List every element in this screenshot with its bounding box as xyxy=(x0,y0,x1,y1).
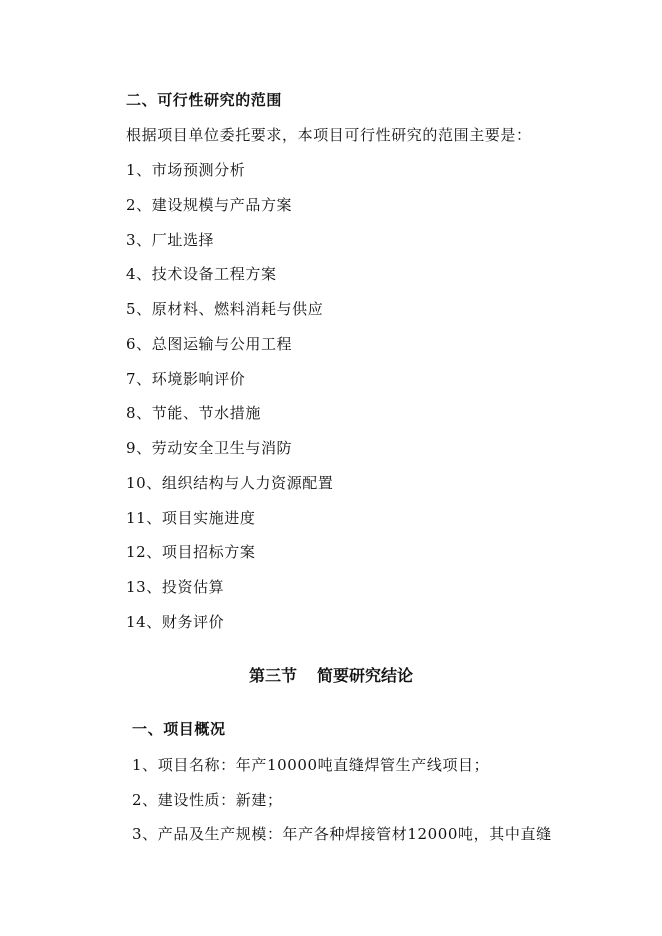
scope-intro-paragraph: 根据项目单位委托要求，本项目可行性研究的范围主要是： xyxy=(126,126,532,144)
list-item: 3、产品及生产规模：年产各种焊接管材12000吨，其中直缝 xyxy=(132,825,552,843)
list-item: 2、建设规模与产品方案 xyxy=(126,196,293,214)
list-item: 1、项目名称：年产10000吨直缝焊管生产线项目； xyxy=(132,756,490,774)
list-item: 7、环境影响评价 xyxy=(126,370,246,388)
section-title xyxy=(0,665,662,687)
list-item: 3、厂址选择 xyxy=(126,231,215,249)
section-heading-scope: 二、可行性研究的范围 xyxy=(126,91,283,109)
list-item: 13、投资估算 xyxy=(126,578,225,596)
list-item: 12、项目招标方案 xyxy=(126,543,256,561)
list-item: 11、项目实施进度 xyxy=(126,509,256,527)
list-item: 10、组织结构与人力资源配置 xyxy=(126,474,334,492)
subheading-project-overview: 一、项目概况 xyxy=(132,720,226,738)
list-item: 4、技术设备工程方案 xyxy=(126,265,277,283)
list-item: 14、财务评价 xyxy=(126,613,225,631)
list-item: 2、建设性质：新建； xyxy=(132,791,283,809)
list-item: 1、市场预测分析 xyxy=(126,161,246,179)
section-number: 第三节 xyxy=(248,666,297,685)
list-item: 5、原材料、燃料消耗与供应 xyxy=(126,300,324,318)
list-item: 9、劳动安全卫生与消防 xyxy=(126,439,293,457)
list-item: 8、节能、节水措施 xyxy=(126,404,261,422)
list-item: 6、总图运输与公用工程 xyxy=(126,335,293,353)
section-name: 简要研究结论 xyxy=(317,666,414,685)
